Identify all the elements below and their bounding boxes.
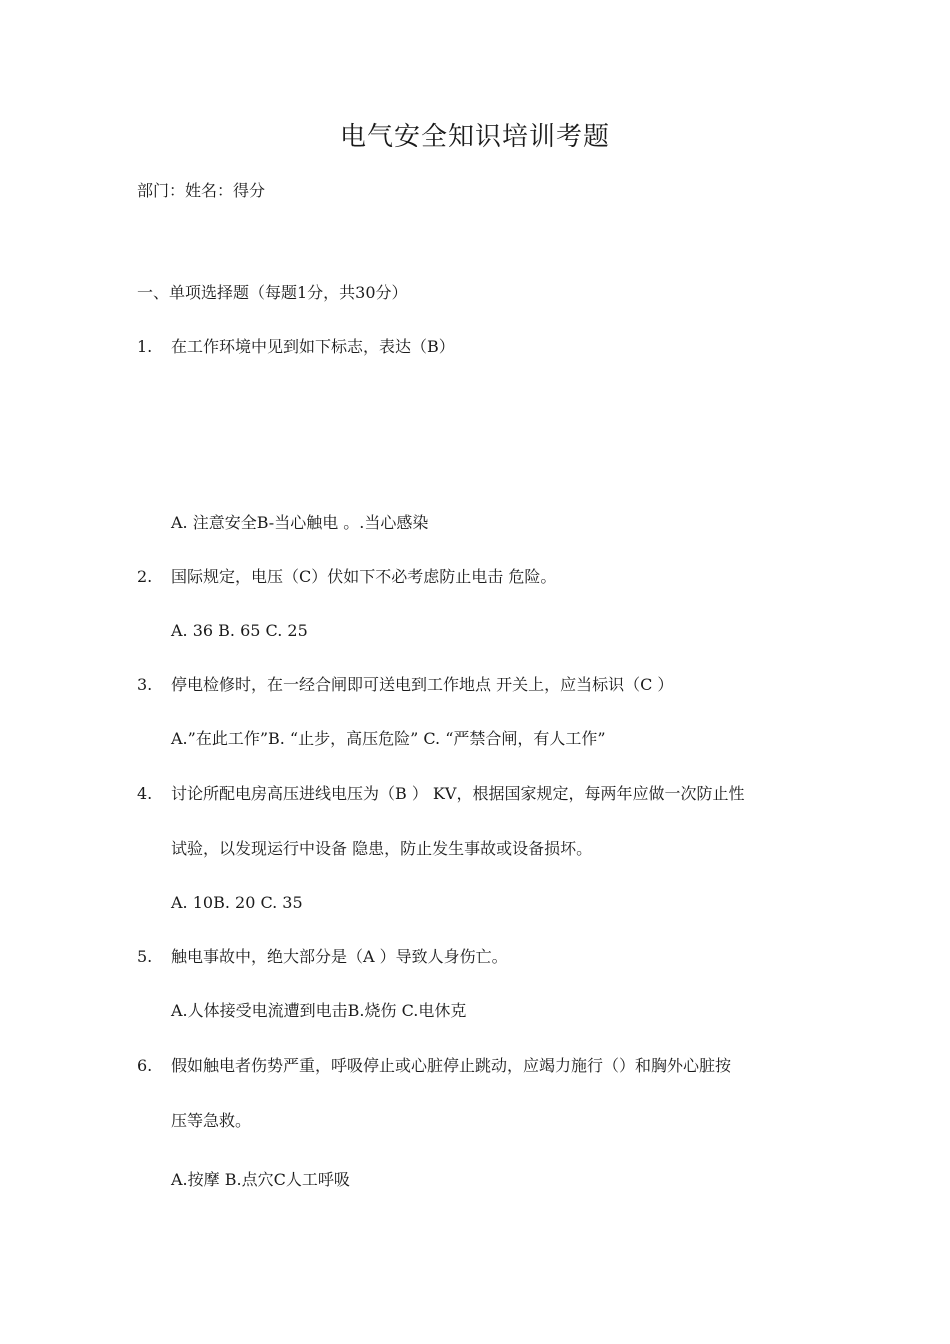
question-text: 国际规定，电压（C）伏如下不必考虑防止电击 危险。: [171, 567, 557, 586]
question-number: 4.: [137, 784, 153, 803]
question-options: A.”在此工作”B. “止步，高压危险” C. “严禁合闸，有人工作”: [171, 729, 606, 748]
question-text: 讨论所配电房高压进线电压为（B ） KV，根据国家规定，每两年应做一次防止性: [171, 784, 745, 803]
question-text: 假如触电者伤势严重，呼吸停止或心脏停止跳动，应竭力施行（）和胸外心脏按: [171, 1056, 732, 1075]
question-number: 5.: [137, 947, 153, 966]
question-options: A.按摩 B.点穴C人工呼吸: [171, 1170, 350, 1189]
question-text: 在工作环境中见到如下标志，表达（B）: [171, 337, 455, 356]
question-number: 6.: [137, 1056, 153, 1075]
page-title: 电气安全知识培训考题: [339, 122, 610, 152]
question-number: 1.: [137, 337, 153, 356]
question-number: 2.: [137, 567, 153, 586]
question-text-continued: 压等急救。: [171, 1111, 252, 1130]
question-number: 3.: [137, 675, 153, 694]
question-options: A. 注意安全B-当心触电 。.当心感染: [171, 513, 429, 532]
section-heading: 一、单项选择题（每题1分，共30分）: [137, 283, 408, 302]
question-text: 停电检修时，在一经合闸即可送电到工作地点 开关上，应当标识（C ）: [171, 675, 674, 694]
header-info-line: 部门：姓名：得分: [137, 181, 266, 200]
question-options: A.人体接受电流遭到电击B.烧伤 C.电休克: [171, 1001, 467, 1020]
question-text-continued: 试验，以发现运行中设备 隐患，防止发生事故或设备损坏。: [171, 839, 593, 858]
question-text: 触电事故中，绝大部分是（A ）导致人身伤亡。: [171, 947, 508, 966]
question-options: A. 36 B. 65 C. 25: [171, 621, 308, 640]
question-options: A. 10B. 20 C. 35: [171, 893, 303, 912]
